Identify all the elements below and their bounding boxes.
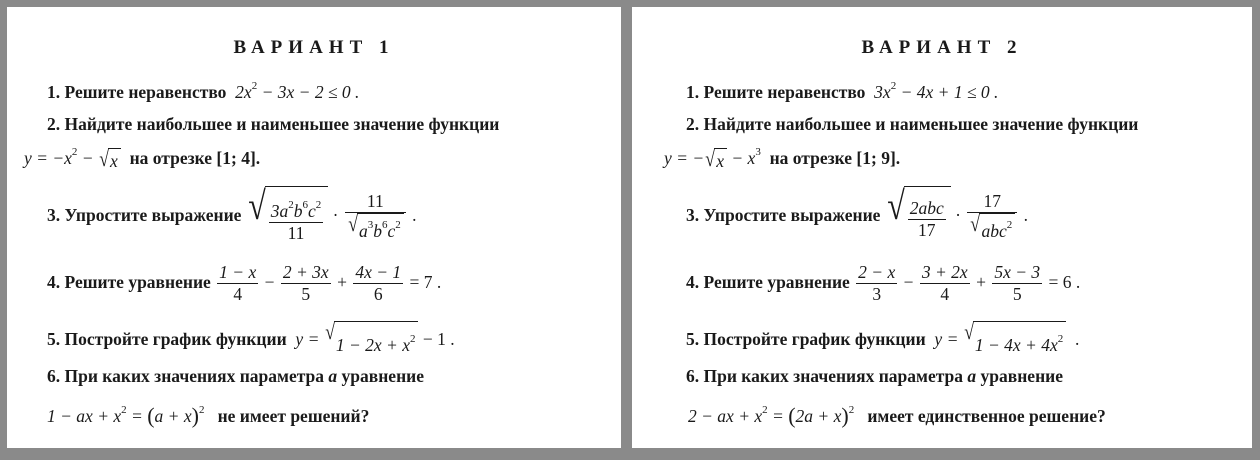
sqrt-expression: √ $\frac{\text{2abc}}{17}$ — [885, 186, 951, 248]
problem-number: 4. — [47, 272, 61, 292]
math-expression: $2x^2 - 3x - 2 \le 0$ . — [230, 80, 360, 102]
problem-2 — [47, 113, 499, 135]
problem-text: Найдите наибольшее и наименьшее значение функции — [703, 114, 1139, 134]
problem-number: 4. — [686, 272, 700, 292]
math-expression: $3x^2 - 4x + 1 \le 0$ . — [869, 80, 999, 102]
problem-text: Решите неравенство — [703, 82, 866, 102]
problem-text: При каких значениях параметра — [703, 366, 964, 386]
problem-6 — [686, 365, 1063, 387]
variant-1-panel — [7, 7, 621, 448]
problem-2-expression: y = − √ x − $x^3$ на отрезке [1; 9]. — [664, 145, 901, 171]
sqrt-expression: √ $\frac{3a^2b^6c^2}{11}$ — [246, 186, 328, 248]
problem-text: Упростите выражение — [64, 205, 242, 225]
problem-4: 4. Решите уравнение $\frac{2 - x}{3}$ − $\frac{3 + 2x}{4}$ + $\frac{5x - 3}{5}$ = 6 . — [686, 262, 1081, 305]
problem-4: 4. Решите уравнение $\frac{1 - x}{4}$ − $\frac{2 + 3x}{5}$ + $\frac{4x - 1}{6}$ = 7 . — [47, 262, 442, 305]
problem-text: При каких значениях параметра — [64, 366, 325, 386]
problem-text: Решите уравнение — [64, 272, 211, 292]
variant-title: ВАРИАНТ 2 — [861, 37, 1023, 58]
problem-number: 6. — [47, 366, 61, 386]
problem-text-tail: уравнение — [980, 366, 1063, 386]
problem-text: Решите уравнение — [703, 272, 850, 292]
problem-number: 5. — [686, 329, 700, 350]
variant-title: ВАРИАНТ 1 — [233, 37, 395, 58]
problem-6-equation: 1 − ax + $x^2 = (a + x)^2$ не имеет решений? — [47, 403, 370, 428]
problem-5: 5. Постройте график функции y = √ $1 - 4x + 4x^2$ . — [686, 321, 1079, 361]
problem-3: 3. Упростите выражение √ $\frac{3a^2b^6c^2}{11}$ · 11 √ $a^3b^6c^2$ . — [47, 185, 416, 248]
problem-number: 5. — [47, 329, 61, 350]
problem-2 — [686, 113, 1138, 135]
problem-text: Решите неравенство — [64, 82, 227, 102]
problem-number: 3. — [47, 205, 61, 225]
problem-text: Упростите выражение — [703, 205, 881, 225]
problem-text: Найдите наибольшее и наименьшее значение функции — [64, 114, 500, 134]
problem-number: 1. — [686, 82, 700, 102]
problem-text: Постройте график функции — [703, 329, 926, 350]
problem-number: 3. — [686, 205, 700, 225]
variant-2-panel — [632, 7, 1252, 448]
problem-text: Постройте график функции — [64, 329, 287, 350]
problem-text-tail: уравнение — [341, 366, 424, 386]
problem-1 — [686, 75, 998, 103]
problem-2-expression: $y = -x^2$ − √ x на отрезке [1; 4]. — [24, 145, 261, 171]
problem-number: 2. — [686, 114, 700, 134]
problem-number: 2. — [47, 114, 61, 134]
problem-number: 1. — [47, 82, 61, 102]
problem-6 — [47, 365, 424, 387]
parameter: a — [328, 366, 338, 386]
problem-3: 3. Упростите выражение √ $\frac{\text{2abc}}{17}$ · 17 √ abc$^2$ . — [686, 185, 1028, 248]
parameter: a — [967, 366, 977, 386]
problem-5: 5. Постройте график функции y = √ $1 - 2x + x^2$ − 1 . — [47, 321, 455, 361]
problem-1 — [47, 75, 359, 103]
problem-number: 6. — [686, 366, 700, 386]
problem-6-equation: 2 − ax + $x^2 = (2a + x)^2$ имеет единственное решение? — [688, 403, 1106, 428]
